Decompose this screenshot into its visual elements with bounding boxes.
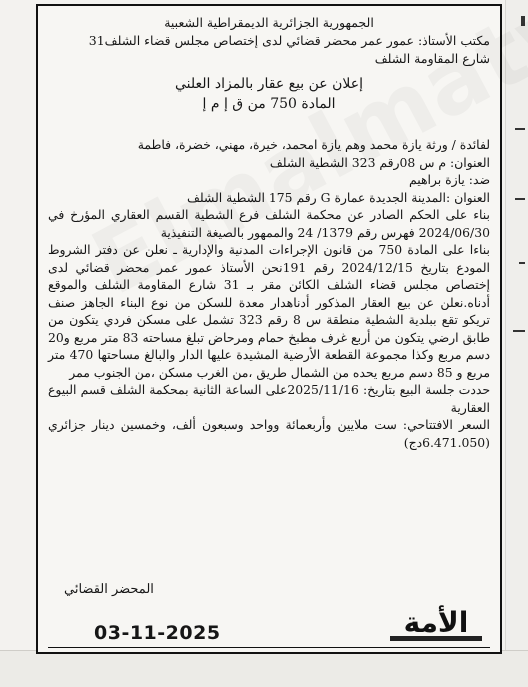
signature-label: المحضر القضائي — [64, 582, 154, 597]
sale-session-paragraph: حددت جلسة البيع بتاريخ: 2025/11/16على الساعة الثانية بمحكمة الشلف قسم البيوع العقارية — [48, 382, 490, 415]
announcement-title: إعلان عن بيع عقار بالمزاد العلني — [175, 76, 363, 92]
notice-body — [48, 136, 490, 451]
footer-rule — [48, 647, 490, 648]
adjacent-page-edge — [505, 0, 528, 687]
publication-date: 03-11-2025 — [94, 622, 221, 644]
defendant-line: ضد: يازة براهيم — [408, 172, 490, 187]
opening-price-paragraph: السعر الافتتاحي: ست ملايين وأربعمائة وواحد وسبعون ألف، وخمسين دينار جزائري (6.471.050دج) — [48, 417, 490, 450]
defendant-address: العنوان :المدينة الجديدة عمارة G رقم 175 الشطية الشلف — [187, 189, 490, 205]
office-line: مكتب الأستاذ: عمور عمر محضر قضائي لدى إختصاص مجلس قضاء الشلف31 — [88, 33, 490, 48]
notice-header — [48, 14, 490, 68]
newspaper-logo-text: الأمة — [403, 606, 469, 639]
page-bottom-margin — [0, 650, 528, 687]
republic-heading: الجمهورية الجزائرية الديمقراطية الشعبية — [164, 15, 374, 30]
beneficiary-line: لفائدة / ورثة يازة محمد وهم يازة امحمد، خيرة، مهني، خضرة، فاطمة — [137, 137, 490, 152]
beneficiary-address: العنوان: م س 08رقم 323 الشطية الشلف — [269, 154, 490, 170]
announcement-article: المادة 750 من ق إ م إ — [202, 96, 336, 112]
judgment-paragraph: بناء على الحكم الصادر عن محكمة الشلف فرع الشطية القسم العقاري المؤرخ في 2024/06/30 فهرس رقم 1379/ 24 والممهور بالصيغة التنفيذية — [48, 207, 490, 240]
newspaper-logo — [390, 602, 482, 644]
announcement — [48, 74, 490, 114]
property-paragraph: بناءا على المادة 750 من قانون الإجراءات المدنية والإدارية ـ نعلن عن دفتر الشروط المودع بتاريخ 2024/12/15 رقم 191نحن الأستاذ عمور عمر محضر قضائي لدى إختصاص مجلس قضاء الشلف الكائن مقر بـ 31 شارع المقاومة الشلف والموقع أدناه.نعلن عن بيع العقار المذكور أدناهدار معدة للسكن من نوع البناء الجاهز صنف تريكو تقع ببلدية الشطية منطقة س 8 رقم 323 تشمل على مسكن فردي يتكون من طابق ارضي يتكون من أربع غرف مطبخ حمام ومرحاض تبلغ مساحته 83 متر مربع و20 دسم مربع وكذا مجموعة القطعة الأرضية المشيدة عليها الدار والبالغ مساحتها 470 متر مربع و 85 دسم مربع يحده من الشمال طريق ،من الغرب مسكن ،من الجنوب ممر — [48, 242, 491, 380]
legal-notice — [36, 4, 502, 654]
notice-footer — [48, 578, 490, 652]
office-address: شارع المقاومة الشلف — [374, 51, 490, 66]
